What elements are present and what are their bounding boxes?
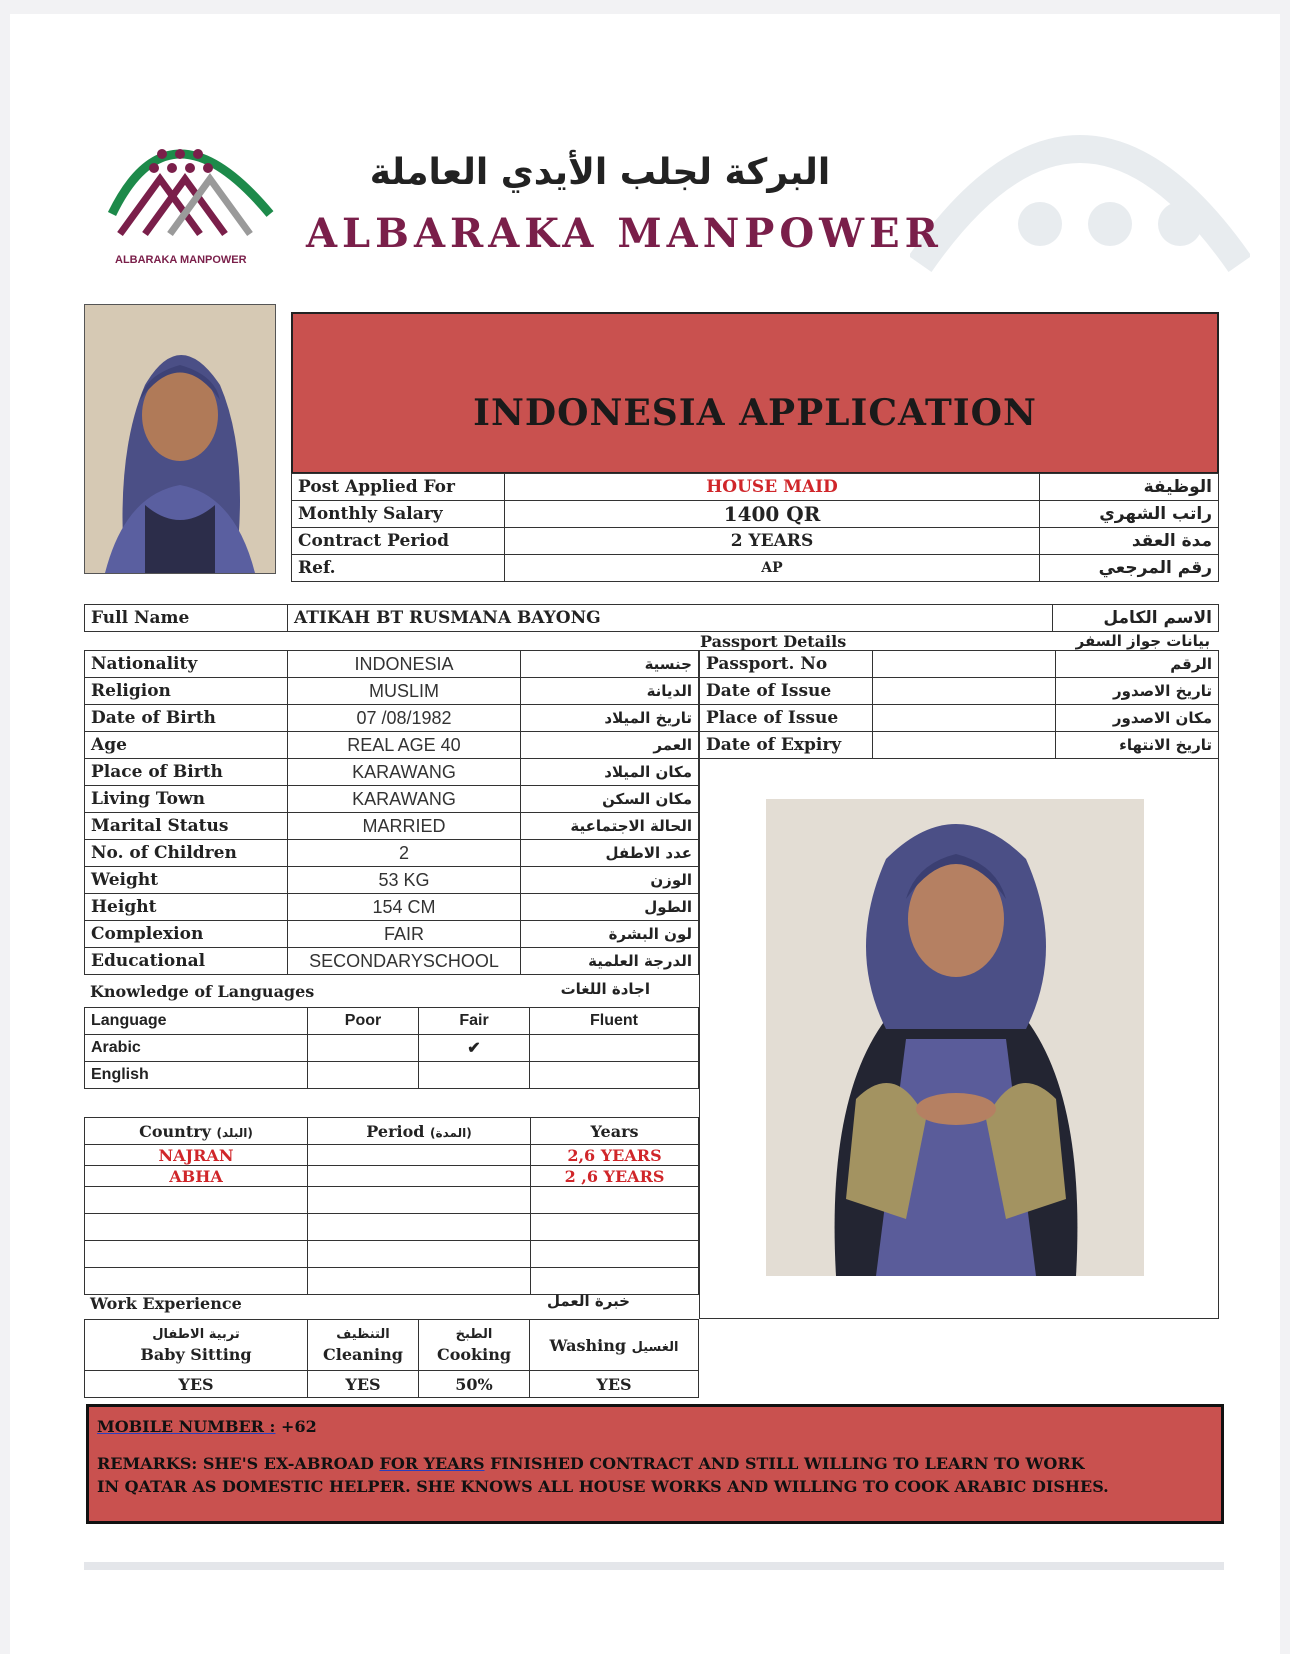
job-label: Monthly Salary (292, 501, 505, 528)
table-row (85, 894, 699, 921)
languages-title: Knowledge of Languages (90, 982, 315, 1001)
table-row (85, 759, 699, 786)
skill-value: 50% (419, 1371, 530, 1398)
job-label-ar: الوظيفة (1040, 474, 1219, 501)
table-row (85, 1035, 699, 1062)
passport-label-ar: الرقم (1056, 651, 1219, 678)
work-experience-title: Work Experience (90, 1294, 242, 1313)
exp-years: 2 ,6 YEARS (531, 1166, 699, 1187)
personal-label: Age (85, 732, 288, 759)
passport-label-ar: تاريخ الانتهاء (1056, 732, 1219, 759)
personal-label: Religion (85, 678, 288, 705)
passport-value (873, 705, 1056, 732)
table-row (85, 1371, 699, 1398)
job-value: HOUSE MAID (505, 474, 1040, 501)
job-value: 2 YEARS (505, 528, 1040, 555)
experience-table (84, 1117, 699, 1295)
mobile-number (97, 1417, 1213, 1436)
table-row (292, 555, 1219, 582)
table-row (85, 948, 699, 975)
personal-label: No. of Children (85, 840, 288, 867)
table-row (85, 678, 699, 705)
personal-details-table (84, 650, 699, 975)
skill-value: YES (85, 1371, 308, 1398)
exp-years: 2,6 YEARS (531, 1145, 699, 1166)
personal-value: INDONESIA (288, 651, 521, 678)
lang-name: Arabic (85, 1035, 308, 1062)
mobile-number-label: MOBILE NUMBER : (97, 1417, 276, 1436)
table-row (85, 705, 699, 732)
personal-label-ar: عدد الاطفل (521, 840, 699, 867)
personal-value: MARRIED (288, 813, 521, 840)
applicant-portrait-photo (84, 304, 276, 574)
skill-label: Baby Sitting (140, 1345, 252, 1364)
sheet-bottom-edge (84, 1562, 1224, 1570)
personal-label-ar: الوزن (521, 867, 699, 894)
personal-label-ar: الحالة الاجتماعية (521, 813, 699, 840)
full-name-label: Full Name (85, 605, 288, 632)
personal-value: KARAWANG (288, 759, 521, 786)
table-row (700, 678, 1219, 705)
table-row (85, 1062, 699, 1089)
table-row (85, 605, 1219, 632)
logo-label: ALBARAKA MANPOWER (115, 254, 247, 266)
personal-value: FAIR (288, 921, 521, 948)
lang-fair (419, 1062, 530, 1089)
personal-label-ar: مكان الميلاد (521, 759, 699, 786)
skill-label: Cooking (436, 1345, 512, 1364)
personal-label: Place of Birth (85, 759, 288, 786)
personal-value: SECONDARYSCHOOL (288, 948, 521, 975)
personal-label-ar: جنسية (521, 651, 699, 678)
remarks-part: FINISHED CONTRACT AND STILL WILLING TO LEARN TO WORK (484, 1454, 1085, 1473)
lang-fluent (530, 1035, 699, 1062)
remarks-line-2: IN QATAR AS DOMESTIC HELPER. SHE KNOWS ALL HOUSE WORKS AND WILLING TO COOK ARABIC DISHES. (97, 1477, 1109, 1496)
job-details-table (291, 473, 1219, 582)
passport-details-title-ar: بيانات جواز السفر (1075, 632, 1210, 650)
exp-period (308, 1145, 531, 1166)
passport-label: Date of Issue (700, 678, 873, 705)
personal-value: REAL AGE 40 (288, 732, 521, 759)
applicant-full-photo (766, 799, 1144, 1276)
albaraka-logo-icon (100, 104, 285, 254)
job-label: Ref. (292, 555, 505, 582)
personal-label: Height (85, 894, 288, 921)
passport-label: Passport. No (700, 651, 873, 678)
skill-value: YES (530, 1371, 699, 1398)
skill-value: YES (308, 1371, 419, 1398)
table-row (85, 1118, 699, 1145)
lang-header: Poor (308, 1008, 419, 1035)
lang-fair: ✔ (419, 1035, 530, 1062)
table-row (85, 786, 699, 813)
personal-label-ar: تاريخ الميلاد (521, 705, 699, 732)
personal-label-ar: العمر (521, 732, 699, 759)
table-row (85, 1166, 699, 1187)
personal-value: 07 /08/1982 (288, 705, 521, 732)
passport-label-ar: تاريخ الاصدور (1056, 678, 1219, 705)
passport-table (699, 650, 1219, 759)
languages-table (84, 1007, 699, 1089)
personal-label-ar: مكان السكن (521, 786, 699, 813)
personal-label: Living Town (85, 786, 288, 813)
mobile-number-value: +62 (281, 1417, 317, 1436)
lang-poor (308, 1062, 419, 1089)
table-row (85, 867, 699, 894)
job-label: Post Applied For (292, 474, 505, 501)
skill-label-ar: الطبخ (455, 1327, 493, 1342)
personal-value: 154 CM (288, 894, 521, 921)
lang-fluent (530, 1062, 699, 1089)
table-row (85, 1268, 699, 1295)
passport-label-ar: مكان الاصدور (1056, 705, 1219, 732)
skill-label-ar: تربية الاطفال (152, 1327, 240, 1342)
application-title: INDONESIA APPLICATION (473, 392, 1037, 434)
personal-value: MUSLIM (288, 678, 521, 705)
job-label-ar: رقم المرجعي (1040, 555, 1219, 582)
table-row (85, 813, 699, 840)
table-row (85, 732, 699, 759)
skill-label-ar: التنظيف (336, 1327, 390, 1342)
skill-label-ar: الغسيل (631, 1339, 679, 1355)
work-experience-title-ar: خبرة العمل (546, 1292, 630, 1310)
exp-country: NAJRAN (85, 1145, 308, 1166)
table-row (292, 528, 1219, 555)
lang-poor (308, 1035, 419, 1062)
table-row (85, 651, 699, 678)
personal-label-ar: الطول (521, 894, 699, 921)
personal-label: Date of Birth (85, 705, 288, 732)
job-label-ar: مدة العقد (1040, 528, 1219, 555)
exp-country: ABHA (85, 1166, 308, 1187)
job-label: Contract Period (292, 528, 505, 555)
job-value: AP (505, 555, 1040, 582)
application-sheet (10, 14, 1280, 1654)
table-row (700, 705, 1219, 732)
lang-header: Fair (419, 1008, 530, 1035)
remarks-part: REMARKS: SHE'S EX-ABROAD (97, 1454, 380, 1473)
table-row (85, 1145, 699, 1166)
remarks-part-underlined: FOR YEARS (379, 1454, 485, 1473)
personal-value: 53 KG (288, 867, 521, 894)
table-row (292, 474, 1219, 501)
brand-name-arabic: البركة لجلب الأيدي العاملة (369, 152, 831, 193)
job-value: 1400 QR (505, 501, 1040, 528)
exp-header-country-ar: (البلد) (216, 1125, 253, 1140)
personal-label: Complexion (85, 921, 288, 948)
remarks-box (86, 1404, 1224, 1524)
work-skills-table (84, 1319, 699, 1398)
skill-label: Washing (549, 1335, 627, 1355)
personal-label: Educational (85, 948, 288, 975)
table-row (85, 1320, 699, 1371)
passport-value (873, 651, 1056, 678)
table-row (85, 921, 699, 948)
personal-label: Weight (85, 867, 288, 894)
lang-header: Fluent (530, 1008, 699, 1035)
personal-label: Marital Status (85, 813, 288, 840)
exp-header-country: Country (139, 1121, 211, 1141)
brand-name-english (306, 210, 943, 257)
skill-label: Cleaning (323, 1345, 403, 1364)
table-row (85, 1214, 699, 1241)
exp-period (308, 1166, 531, 1187)
languages-title-ar: اجادة اللغات (560, 980, 650, 998)
personal-label-ar: الديانة (521, 678, 699, 705)
remarks-text (97, 1452, 1213, 1498)
full-name-label-ar: الاسم الكامل (1053, 605, 1219, 632)
lang-header: Language (85, 1008, 308, 1035)
exp-header-years: Years (531, 1118, 699, 1145)
personal-label-ar: الدرجة العلمية (521, 948, 699, 975)
personal-label: Nationality (85, 651, 288, 678)
watermark-logo (910, 74, 1250, 274)
exp-header-period: Period (366, 1121, 425, 1141)
table-row (700, 651, 1219, 678)
passport-label: Date of Expiry (700, 732, 873, 759)
passport-details-title: Passport Details (700, 632, 847, 651)
table-row (292, 501, 1219, 528)
table-row (85, 1187, 699, 1214)
table-row (85, 840, 699, 867)
personal-label-ar: لون البشرة (521, 921, 699, 948)
passport-label: Place of Issue (700, 705, 873, 732)
full-name-table (84, 604, 1219, 632)
passport-value (873, 678, 1056, 705)
brand-name-english-text: ALBARAKA MANPOWER (306, 210, 943, 257)
application-banner (291, 312, 1219, 474)
exp-header-period-ar: (المدة) (430, 1125, 472, 1140)
full-name-value: ATIKAH BT RUSMANA BAYONG (288, 605, 1053, 632)
table-row (85, 1008, 699, 1035)
personal-value: KARAWANG (288, 786, 521, 813)
job-label-ar: راتب الشهري (1040, 501, 1219, 528)
lang-name: English (85, 1062, 308, 1089)
table-row (85, 1241, 699, 1268)
personal-value: 2 (288, 840, 521, 867)
